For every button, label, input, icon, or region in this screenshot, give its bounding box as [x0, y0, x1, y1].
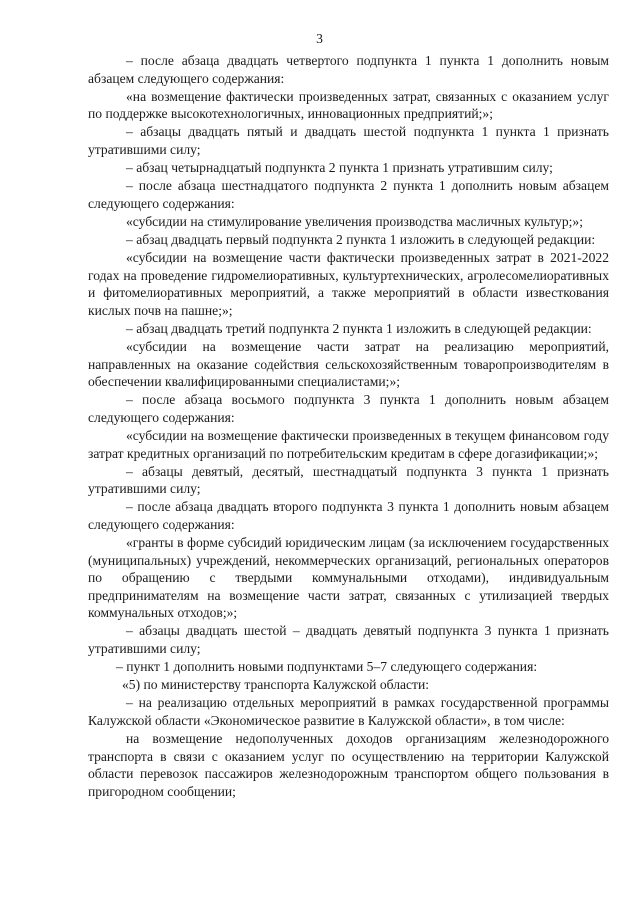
paragraph: «гранты в форме субсидий юридическим лицам (за исключением государственных (муниципальных) учреждений, некоммерческих организаций, региональных операторов по обращению с твердыми коммунальными отходами), индивидуальным предпринимателям на возмещение части затрат, связанных с утилизацией твердых коммунальных отходов;»;	[88, 535, 609, 621]
paragraph: «субсидии на возмещение части затрат на реализацию мероприятий, направленных на оказание содействия сельскохозяйственным товаропроизводителям в обеспечении квалифицированными специалистами;»;	[88, 339, 609, 390]
paragraph: – после абзаца двадцать четвертого подпункта 1 пункта 1 дополнить новым абзацем следующего содержания:	[88, 53, 609, 86]
paragraph: – на реализацию отдельных мероприятий в рамках государственной программы Калужской области «Экономическое развитие в Калужской области», в том числе:	[88, 695, 609, 728]
paragraph: – абзацы двадцать пятый и двадцать шестой подпункта 1 пункта 1 признать утратившими силу;	[88, 124, 609, 157]
paragraph: «5) по министерству транспорта Калужской области:	[122, 677, 430, 693]
paragraph: – после абзаца шестнадцатого подпункта 2 пункта 1 дополнить новым абзацем следующего содержания:	[88, 178, 609, 211]
paragraph: – абзацы двадцать шестой – двадцать девятый подпункта 3 пункта 1 признать утратившими силу;	[88, 623, 609, 656]
paragraph: – после абзаца двадцать второго подпункта 3 пункта 1 дополнить новым абзацем следующего содержания:	[88, 499, 609, 532]
paragraph: «субсидии на стимулирование увеличения производства масличных культур;»;	[126, 213, 583, 229]
paragraph: – после абзаца восьмого подпункта 3 пункта 1 дополнить новым абзацем следующего содержания:	[88, 392, 609, 425]
paragraph: на возмещение недополученных доходов организациям железнодорожного транспорта в связи с оказанием услуг по осуществлению на территории Калужской области перевозок пассажиров железнодорожным транспортом общего пользования в пригородном сообщении;	[88, 731, 609, 799]
paragraph: – абзац двадцать первый подпункта 2 пункта 1 изложить в следующей редакции:	[126, 232, 596, 248]
paragraph: – абзацы девятый, десятый, шестнадцатый подпункта 3 пункта 1 признать утратившими силу;	[88, 463, 609, 497]
paragraph: «субсидии на возмещение части фактически произведенных затрат в 2021-2022 годах на проведение гидромелиоративных, культуртехнических, агролесомелиоративных и фитомелиоративных мероприятий, а также мероприятий в области известкования кислых почв на пашне;»;	[88, 250, 609, 318]
paragraph: «субсидии на возмещение фактически произведенных в текущем финансовом году затрат кредитных организаций по потребительским кредитам в сфере догазификации;»;	[88, 428, 609, 461]
paragraph: – абзац четырнадцатый подпункта 2 пункта 1 признать утратившим силу;	[126, 160, 553, 176]
paragraph: – абзац двадцать третий подпункта 2 пункта 1 изложить в следующей редакции:	[126, 320, 592, 336]
document-body	[88, 52, 609, 801]
page-number: 3	[316, 31, 323, 46]
paragraph: – пункт 1 дополнить новыми подпунктами 5–7 следующего содержания:	[116, 659, 538, 675]
paragraph: «на возмещение фактически произведенных затрат, связанных с оказанием услуг по поддержке высокотехнологичных, инновационных предприятий;»;	[88, 88, 609, 122]
